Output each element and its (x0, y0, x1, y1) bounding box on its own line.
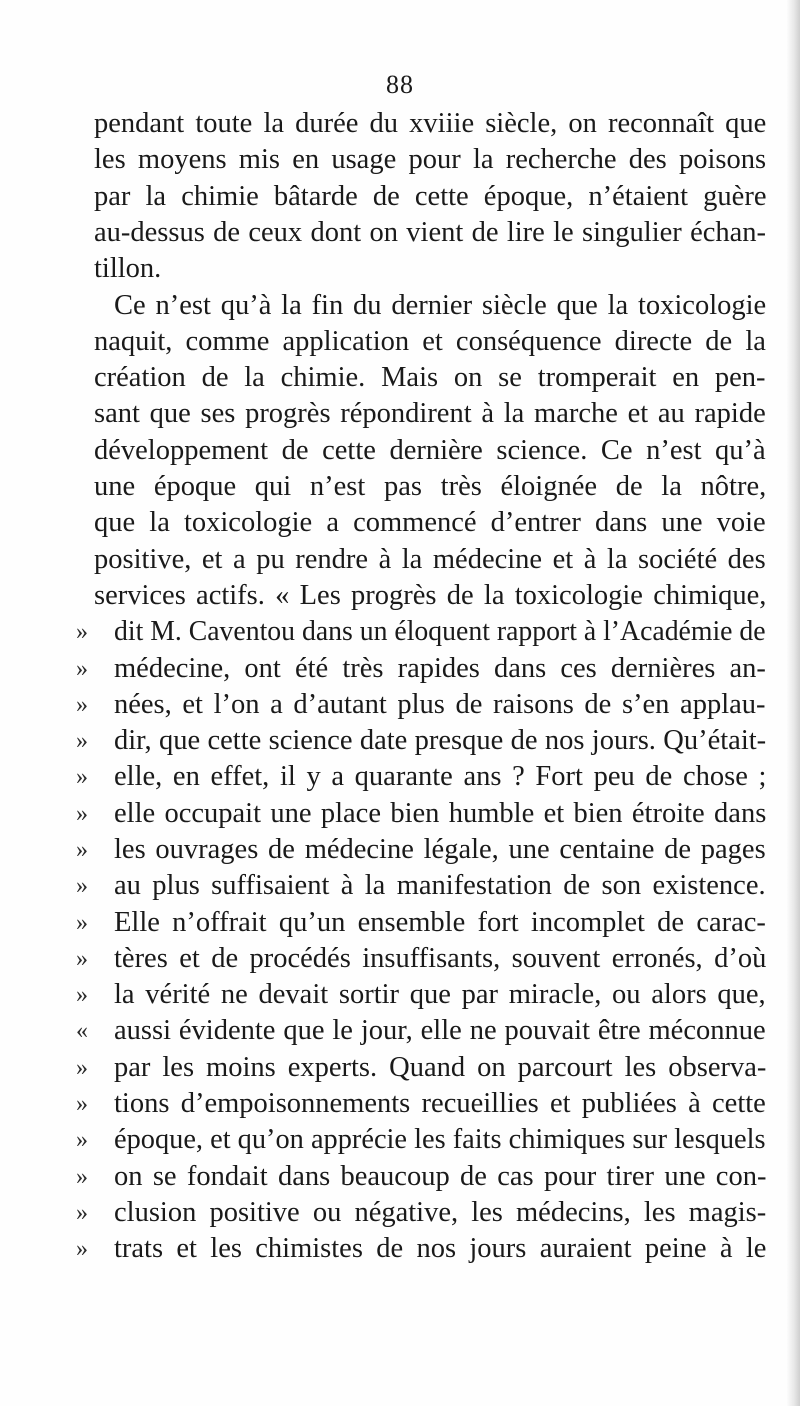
quote-mark: » (76, 837, 88, 863)
quote-mark: » (76, 692, 88, 718)
text-line: la vérité ne devait sortir que par miracle, ou alors que, (114, 979, 766, 1010)
text-line: création de la chimie. Mais on se tromperait en pen- (94, 362, 766, 393)
quote-mark: » (76, 1091, 88, 1117)
quote-mark: » (76, 619, 88, 645)
text-line: trats et les chimistes de nos jours auraient peine à le (114, 1233, 767, 1264)
quote-mark: » (76, 764, 88, 790)
text-line: développement de cette dernière science. Ce n’est qu’à (94, 435, 766, 466)
text-line: par les moins experts. Quand on parcourt les observa- (114, 1052, 767, 1083)
text-line: les ouvrages de médecine légale, une centaine de pages (114, 834, 766, 865)
quote-mark: » (76, 1200, 88, 1226)
text-line: époque, et qu’on apprécie les faits chimiques sur lesquels (114, 1124, 766, 1155)
text-line: nées, et l’on a d’autant plus de raisons de s’en applau- (114, 689, 766, 720)
text-line: sant que ses progrès répondirent à la marche et au rapide (94, 398, 766, 429)
page-edge-shadow (786, 0, 800, 1406)
text-line: aussi évidente que le jour, elle ne pouvait être méconnue (114, 1015, 766, 1046)
quote-mark: » (76, 1236, 88, 1262)
text-line: les moyens mis en usage pour la recherche des poisons (94, 144, 767, 175)
text-line: au-dessus de ceux dont on vient de lire le singulier échan- (94, 217, 767, 248)
text-line: clusion positive ou négative, les médecins, les magis- (114, 1197, 767, 1228)
text-line: dir, que cette science date presque de nos jours. Qu’était- (114, 725, 767, 756)
text-line: positive, et a pu rendre à la médecine et à la société des (94, 544, 766, 575)
quote-mark: » (76, 1055, 88, 1081)
text-line: Ce n’est qu’à la fin du dernier siècle que la toxicologie (114, 290, 767, 321)
quote-mark: » (76, 982, 88, 1008)
text-line: naquit, comme application et conséquence directe de la (94, 326, 766, 357)
quote-mark: » (76, 1164, 88, 1190)
page-number: 88 (386, 70, 414, 99)
quote-mark: « (76, 1018, 88, 1044)
quote-mark: » (76, 946, 88, 972)
text-line: par la chimie bâtarde de cette époque, n’étaient guère (94, 181, 767, 212)
text-line: dit M. Caventou dans un éloquent rapport à l’Académie de (114, 616, 766, 647)
quote-mark: » (76, 910, 88, 936)
text-line: au plus suffisaient à la manifestation de son existence. (114, 870, 766, 901)
text-line: tères et de procédés insuffisants, souvent erronés, d’où (114, 943, 767, 974)
text-line: médecine, ont été très rapides dans ces dernières an- (114, 653, 766, 684)
text-line: elle, en effet, il y a quarante ans ? Fort peu de chose ; (114, 761, 767, 792)
quote-mark: » (76, 873, 88, 899)
text-line: on se fondait dans beaucoup de cas pour tirer une con- (114, 1161, 767, 1192)
quote-mark: » (76, 801, 88, 827)
quote-mark: » (76, 1127, 88, 1153)
text-line: une époque qui n’est pas très éloignée de la nôtre, (94, 471, 767, 502)
text-line: que la toxicologie a commencé d’entrer dans une voie (94, 507, 766, 538)
text-line: services actifs. « Les progrès de la toxicologie chimique, (94, 580, 767, 611)
text-line: pendant toute la durée du xviiie siècle, on reconnaît que (94, 108, 767, 139)
text-line: Elle n’offrait qu’un ensemble fort incomplet de carac- (114, 907, 766, 938)
text-line: elle occupait une place bien humble et bien étroite dans (114, 798, 767, 829)
text-line: tions d’empoisonnements recueillies et publiées à cette (114, 1088, 766, 1119)
text-line: tillon. (94, 253, 162, 284)
quote-mark: » (76, 656, 88, 682)
quote-mark: » (76, 728, 88, 754)
